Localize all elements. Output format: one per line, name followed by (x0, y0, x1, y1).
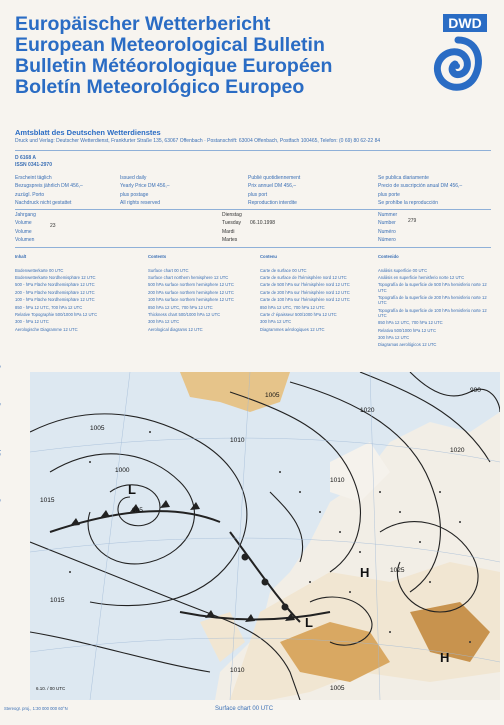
isobar-label: 1005 (90, 425, 105, 432)
number-value: 279 (408, 218, 417, 224)
title-french: Bulletin Météorologique Européen (15, 55, 333, 77)
d-code: D 6168 A (15, 155, 36, 161)
divider (15, 209, 491, 210)
pub-info-en: Issued daily Yearly Price DM 456,– plus postage All rights reserved (120, 175, 170, 207)
isobar-label: 1000 (115, 467, 130, 474)
map-caption: Surface chart 00 UTC (215, 706, 274, 712)
pub-info-fr: Publié quotidiennement Prix annuel DM 456,– plus port Reproduction interdite (248, 175, 301, 207)
volume-labels: Jahrgang Volume Volume Volumen (15, 212, 36, 244)
isobar-label: 1020 (450, 447, 465, 454)
divider (15, 150, 491, 151)
pub-info-de: Erscheint täglich Bezugspreis jährlich DM 456,– zuzügl. Porto Nachdruck nicht gestattet (15, 175, 83, 207)
low-pressure-marker: L (128, 482, 136, 497)
dwd-logo (427, 14, 489, 102)
divider (15, 247, 491, 248)
map-scale: Stereogr. proj., 1:30 000 000 60°N (4, 706, 68, 711)
high-pressure-marker: H (440, 650, 450, 665)
spiral-icon (427, 32, 489, 102)
isobar-label: 1005 (265, 392, 280, 399)
title-english: European Meteorological Bulletin (15, 34, 325, 56)
isobar-label: 995 (132, 507, 143, 514)
high-pressure-marker: H (360, 565, 370, 580)
isobar-label: 1005 (330, 685, 345, 692)
pub-info-es: Se publica diariamente Precio de suscripción anual DM 456,– plus porte Se prohíbe la reproducción (378, 175, 463, 207)
day-labels: Dienstag Tuesday Mardi Martes (222, 212, 242, 244)
surface-weather-map (30, 372, 500, 700)
low-pressure-marker: L (305, 615, 313, 630)
isobar-label: 1025 (390, 567, 405, 574)
title-german: Europäischer Wetterbericht (15, 13, 271, 35)
map-graphic (30, 372, 500, 700)
publisher-info: Druck und Verlag: Deutscher Wetterdienst, Frankfurter Straße 135, 63067 Offenbach · Postanschrift: 63004 Offenbach, Postfach 100465, Telefon: (0 69) 80 62-22 84 (15, 138, 381, 144)
contents-de: Inhalt Bodenwetterkarte 00 UTC Bodenwetterkarte Nordhemisphäre 12 UTC 500 - hPa Fläche Nordhemisphäre 12 UTC 200 - hPa Fläche Nordhemisphäre 12 UTC 100 - hPa Fläche Nordhemisphäre 12 UTC 850 - hPa 12 UTC, 700 hPa 12 UTC Relative Topographie 500/1000 hPa 12 UTC 300 - hPa 12 UTC Aerologische Diagramme 12 UTC (15, 254, 98, 332)
official-heading: Amtsblatt des Deutschen Wetterdienstes (15, 128, 161, 137)
isobar-label: 1010 (330, 477, 345, 484)
issn: ISSN 0341-2970 (15, 162, 52, 168)
isobar-label: 1015 (50, 597, 65, 604)
date-value: 06.10.1998 (250, 220, 276, 226)
contents-es: Contenido Análisis superficie 00 UTC Análisis en superficie hemisferio norte 12 UTC Topografía de la superficie de 500 hPa hemisferio norte 12 UTC Topografía de la superficie de 200 hPa hemisferio norte 12 UTC Topografía de la superficie de 100 hPa hemisferio norte 12 UTC 850 hPa 12 UTC, 700 hPa 12 UTC Relativa 500/1000 hPa 12 UTC 300 hPa 12 UTC Diagramas aerológicos 12 UTC (378, 254, 487, 348)
isobar-label: 1010 (230, 667, 245, 674)
number-labels: Nummer Number Numéro Número (378, 212, 398, 244)
logo-text: DWD (443, 14, 487, 32)
isobar-label: 1015 (40, 497, 55, 504)
volume-value: 23 (50, 223, 56, 229)
isobar-label: 1010 (230, 437, 245, 444)
contents-en: Contents Surface chart 00 UTC Surface chart northern hemisphere 12 UTC 500 hPa surface northern hemisphere 12 UTC 200 hPa surface northern hemisphere 12 UTC 100 hPa surface northern hemisphere 12 UTC 850 hPa 12 UTC, 700 hPa 12 UTC Thickness chart 500/1000 hPa 12 UTC 300 hPa 12 UTC Aerological diagrams 12 UTC (148, 254, 234, 332)
isobar-label: 990 (470, 387, 481, 394)
side-note (0, 345, 1, 540)
isobar-label: 1020 (360, 407, 375, 414)
title-spanish: Boletín Meteorológico Europeo (15, 76, 305, 98)
contents-fr: Contenu Carte de surface 00 UTC Carte de surface de l'hémisphère nord 12 UTC Carte de 500 hPa sur l'hémisphère nord 12 UTC Carte de 200 hPa sur l'hémisphère nord 12 UTC Carte de 100 hPa sur l'hémisphère nord 12 UTC 850 hPa 12 UTC, 700 hPa 12 UTC Carte d' épaisseur 500/1000 hPa 12 UTC 300 hPa 12 UTC Diagrammes aérologiques 12 UTC (260, 254, 350, 332)
map-date-stamp: 6.10. / 00 UTC (36, 686, 66, 691)
